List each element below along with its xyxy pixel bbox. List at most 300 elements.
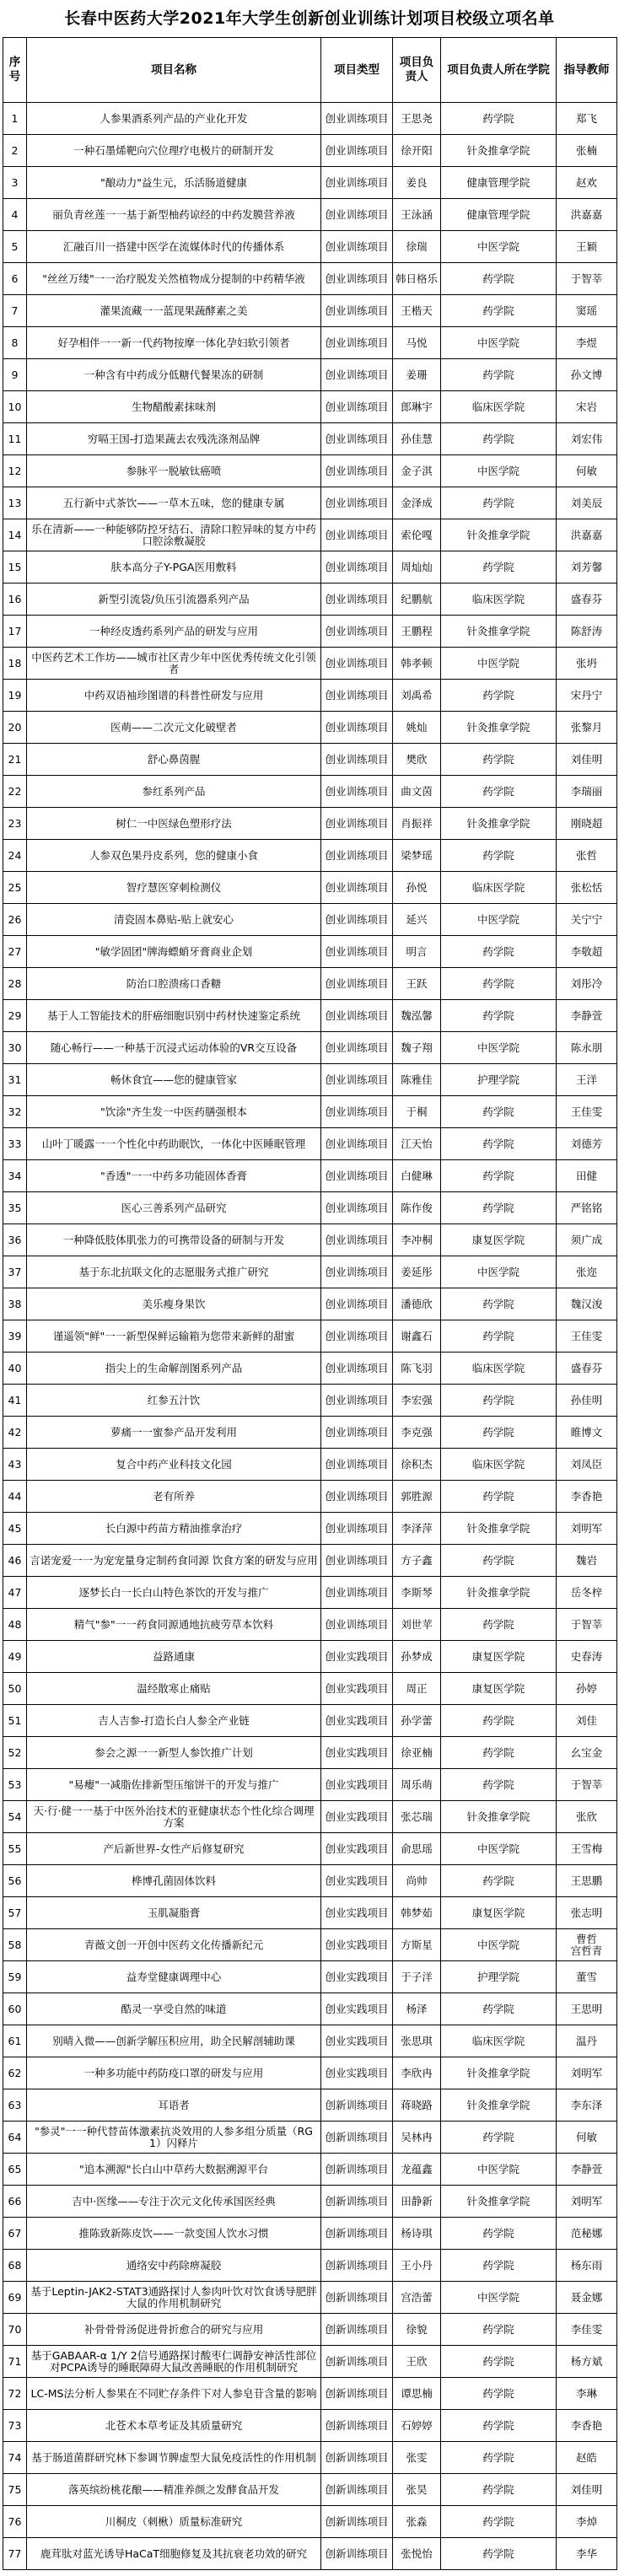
project-type: 创新训练项目 <box>321 2089 393 2122</box>
leader-college: 临床医学院 <box>441 1353 557 1385</box>
row-index: 3 <box>3 167 27 199</box>
leader-college: 康复医学院 <box>441 1897 557 1929</box>
table-row <box>3 1897 617 1929</box>
table-row <box>3 648 617 680</box>
project-type: 创业实践项目 <box>321 1929 393 1961</box>
advisor: 张迩 <box>557 1256 617 1288</box>
advisor: 刚晓超 <box>557 808 617 840</box>
table-row <box>3 1801 617 1833</box>
leader-college: 中医学院 <box>441 1256 557 1288</box>
project-name: LC-MS法分析人参果在不同贮存条件下对人参皂苷含量的影响 <box>27 2378 321 2410</box>
leader-college: 中医学院 <box>441 1929 557 1961</box>
project-type: 创业训练项目 <box>321 904 393 936</box>
advisor: 于智莘 <box>557 1609 617 1641</box>
project-type: 创新训练项目 <box>321 2442 393 2474</box>
project-type: 创业训练项目 <box>321 936 393 968</box>
advisor: 温丹 <box>557 2025 617 2057</box>
leader-college: 药学院 <box>441 1545 557 1577</box>
project-name: 基于人工智能技术的肝癌细胞识别中药材快速鉴定系统 <box>27 1000 321 1032</box>
project-type: 创业训练项目 <box>321 295 393 327</box>
row-index: 73 <box>3 2410 27 2442</box>
project-type: 创业实践项目 <box>321 1705 393 1737</box>
project-type: 创业训练项目 <box>321 263 393 295</box>
project-name: 乐在清新——一种能够防控牙结石、清除口腔异味的复方中药口腔涂敷凝胶 <box>27 519 321 551</box>
row-index: 63 <box>3 2089 27 2122</box>
advisor: 郑飞 <box>557 103 617 135</box>
leader-college: 药学院 <box>441 1609 557 1641</box>
table-row <box>3 295 617 327</box>
project-type: 创业训练项目 <box>321 1449 393 1481</box>
table-row <box>3 680 617 712</box>
row-index: 77 <box>3 2538 27 2570</box>
leader-college: 中医学院 <box>441 327 557 359</box>
project-type: 创业训练项目 <box>321 423 393 455</box>
project-leader: 李泽萍 <box>393 1513 441 1545</box>
table-row <box>3 1032 617 1064</box>
table-row <box>3 1705 617 1737</box>
project-name: 鹿茸肽对蓝光诱导HaCaT细胞修复及其抗衰老功效的研究 <box>27 2538 321 2570</box>
project-name: 防治口腔溃疡口香糖 <box>27 968 321 1000</box>
row-index: 76 <box>3 2506 27 2538</box>
leader-college: 中医学院 <box>441 1032 557 1064</box>
project-leader: 龙蕴鑫 <box>393 2154 441 2186</box>
project-name: 北苍术本草考证及其质量研究 <box>27 2410 321 2442</box>
project-leader: 刘世苹 <box>393 1609 441 1641</box>
project-type: 创新训练项目 <box>321 2314 393 2346</box>
project-leader: 白健琳 <box>393 1160 441 1192</box>
project-table <box>3 37 617 2570</box>
header-project-name: 项目名称 <box>27 38 321 103</box>
table-row <box>3 2282 617 2314</box>
row-index: 60 <box>3 1993 27 2025</box>
leader-college: 临床医学院 <box>441 391 557 423</box>
table-row <box>3 231 617 263</box>
table-row <box>3 936 617 968</box>
project-leader: 石婷婷 <box>393 2410 441 2442</box>
project-leader: 徐貌 <box>393 2314 441 2346</box>
leader-college: 康复医学院 <box>441 1673 557 1705</box>
project-name: 温经散寒止痛贴 <box>27 1673 321 1705</box>
project-leader: 孙悦 <box>393 872 441 904</box>
project-type: 创业训练项目 <box>321 1128 393 1160</box>
project-leader: 陈飞羽 <box>393 1353 441 1385</box>
project-type: 创业训练项目 <box>321 199 393 231</box>
project-leader: 吴林冉 <box>393 2122 441 2154</box>
project-name: 树仁一中医绿色塑形疗法 <box>27 808 321 840</box>
advisor: 赵皓 <box>557 2442 617 2474</box>
project-name: 智疗慧医穿刺检测仪 <box>27 872 321 904</box>
project-name: 桦博孔菌固体饮料 <box>27 1865 321 1897</box>
project-leader: 徐积杰 <box>393 1449 441 1481</box>
project-type: 创业训练项目 <box>321 1353 393 1385</box>
project-type: 创业实践项目 <box>321 1865 393 1897</box>
advisor: 赵欢 <box>557 167 617 199</box>
row-index: 44 <box>3 1481 27 1513</box>
advisor: 陈永朋 <box>557 1032 617 1064</box>
table-row <box>3 327 617 359</box>
advisor: 王洋 <box>557 1064 617 1096</box>
row-index: 56 <box>3 1865 27 1897</box>
project-name: "香透"一一中药多功能固体香膏 <box>27 1160 321 1192</box>
project-name: 落英缤纷桃花酿——精准养颜之发酵食品开发 <box>27 2474 321 2506</box>
advisor: 陈舒涛 <box>557 616 617 648</box>
advisor: 孙文博 <box>557 359 617 391</box>
advisor: 刘明军 <box>557 2057 617 2089</box>
table-row <box>3 2154 617 2186</box>
leader-college: 药学院 <box>441 1192 557 1224</box>
table-row <box>3 968 617 1000</box>
row-index: 42 <box>3 1417 27 1449</box>
advisor: 王颖 <box>557 231 617 263</box>
project-type: 创业训练项目 <box>321 135 393 167</box>
leader-college: 药学院 <box>441 2410 557 2442</box>
leader-college: 中医学院 <box>441 648 557 680</box>
advisor: 刘明军 <box>557 1513 617 1545</box>
row-index: 35 <box>3 1192 27 1224</box>
project-type: 创业训练项目 <box>321 872 393 904</box>
header-advisor: 指导教师 <box>557 38 617 103</box>
advisor: 刘芳馨 <box>557 551 617 583</box>
project-type: 创业训练项目 <box>321 648 393 680</box>
project-name: 言诺宠爱一一为宠宠量身定制药食同源 饮食方案的研发与应用 <box>27 1545 321 1577</box>
row-index: 23 <box>3 808 27 840</box>
advisor: 张欣 <box>557 1801 617 1833</box>
leader-college: 药学院 <box>441 295 557 327</box>
row-index: 72 <box>3 2378 27 2410</box>
row-index: 14 <box>3 519 27 551</box>
advisor: 王佳雯 <box>557 1320 617 1353</box>
project-type: 创业训练项目 <box>321 808 393 840</box>
leader-college: 中医学院 <box>441 231 557 263</box>
project-name: 一种降低肢体肌张力的可携带设备的研制与开发 <box>27 1224 321 1256</box>
advisor: 史春涛 <box>557 1641 617 1673</box>
project-name: 肤本高分子Y-PGA医用敷料 <box>27 551 321 583</box>
leader-college: 中医学院 <box>441 455 557 487</box>
project-name: 一种含有中药成分低糖代餐果冻的研制 <box>27 359 321 391</box>
table-row <box>3 1737 617 1769</box>
leader-college: 药学院 <box>441 2218 557 2250</box>
row-index: 33 <box>3 1128 27 1160</box>
row-index: 40 <box>3 1353 27 1385</box>
row-index: 65 <box>3 2154 27 2186</box>
project-leader: 王泳涵 <box>393 199 441 231</box>
project-type: 创业训练项目 <box>321 840 393 872</box>
table-row <box>3 1545 617 1577</box>
table-row <box>3 1481 617 1513</box>
advisor: 刘佳明 <box>557 2474 617 2506</box>
project-type: 创新训练项目 <box>321 2378 393 2410</box>
project-leader: 谭思楠 <box>393 2378 441 2410</box>
project-leader: 孙梦成 <box>393 1641 441 1673</box>
project-type: 创业训练项目 <box>321 455 393 487</box>
row-index: 13 <box>3 487 27 519</box>
project-leader: 俞思瑶 <box>393 1833 441 1865</box>
project-leader: 潘德欣 <box>393 1288 441 1320</box>
header-leader: 项目负责人 <box>393 38 441 103</box>
project-type: 创业实践项目 <box>321 1833 393 1865</box>
leader-college: 中医学院 <box>441 2154 557 2186</box>
project-name: 基于肠道菌群研究林下参调节脾虚型大鼠免疫活性的作用机制 <box>27 2442 321 2474</box>
advisor: 王思鹏 <box>557 1865 617 1897</box>
row-index: 18 <box>3 648 27 680</box>
row-index: 75 <box>3 2474 27 2506</box>
advisor: 刘德芳 <box>557 1128 617 1160</box>
table-row <box>3 2506 617 2538</box>
advisor: 李香艳 <box>557 1481 617 1513</box>
project-leader: 方斯星 <box>393 1929 441 1961</box>
row-index: 16 <box>3 583 27 616</box>
table-row <box>3 423 617 455</box>
leader-college: 药学院 <box>441 2250 557 2282</box>
table-row <box>3 1385 617 1417</box>
advisor: 睢博文 <box>557 1417 617 1449</box>
advisor: 董雪 <box>557 1961 617 1993</box>
project-name: 丽负青丝莲一一基于新型柚药谅经的中药发膜营养液 <box>27 199 321 231</box>
project-type: 创新训练项目 <box>321 2346 393 2378</box>
table-row <box>3 551 617 583</box>
project-leader: 于桐 <box>393 1096 441 1128</box>
project-type: 创业训练项目 <box>321 1064 393 1096</box>
table-row <box>3 808 617 840</box>
project-leader: 肖振祥 <box>393 808 441 840</box>
project-type: 创业训练项目 <box>321 1288 393 1320</box>
project-name: 舒心鼻茵腥 <box>27 744 321 776</box>
project-name: "饮涂"齐生发一中医药膳强根本 <box>27 1096 321 1128</box>
row-index: 6 <box>3 263 27 295</box>
table-row <box>3 2314 617 2346</box>
table-row <box>3 2057 617 2089</box>
table-row <box>3 616 617 648</box>
project-name: 通络安中药除痹凝胶 <box>27 2250 321 2282</box>
project-type: 创业训练项目 <box>321 231 393 263</box>
project-leader: 王鹏程 <box>393 616 441 648</box>
leader-college: 药学院 <box>441 2378 557 2410</box>
row-index: 27 <box>3 936 27 968</box>
header-college: 项目负责人所在学院 <box>441 38 557 103</box>
project-leader: 魏子翔 <box>393 1032 441 1064</box>
row-index: 34 <box>3 1160 27 1192</box>
project-name: 随心畅行——一种基于沉浸式运动体验的VR交互设备 <box>27 1032 321 1064</box>
project-type: 创新训练项目 <box>321 2282 393 2314</box>
project-name: "丝丝万缕"一一治疗脱发关然植物成分提制的中药精华液 <box>27 263 321 295</box>
project-type: 创新训练项目 <box>321 2250 393 2282</box>
project-type: 创业训练项目 <box>321 103 393 135</box>
project-type: 创业实践项目 <box>321 1801 393 1833</box>
row-index: 2 <box>3 135 27 167</box>
row-index: 62 <box>3 2057 27 2089</box>
project-leader: 杨泽 <box>393 1993 441 2025</box>
project-type: 创业实践项目 <box>321 1897 393 1929</box>
project-type: 创业训练项目 <box>321 1160 393 1192</box>
project-leader: 王思尧 <box>393 103 441 135</box>
project-leader: 郭胜源 <box>393 1481 441 1513</box>
row-index: 4 <box>3 199 27 231</box>
project-name: 人参果酒系列产品的产业化开发 <box>27 103 321 135</box>
leader-college: 药学院 <box>441 1160 557 1192</box>
table-row <box>3 2346 617 2378</box>
advisor: 李煜 <box>557 327 617 359</box>
leader-college: 药学院 <box>441 2346 557 2378</box>
project-name: "易瘿"一减脂佐排新型压缩饼干的开发与推广 <box>27 1769 321 1801</box>
advisor: 李焯 <box>557 2506 617 2538</box>
table-row <box>3 1513 617 1545</box>
advisor: 刘宏伟 <box>557 423 617 455</box>
table-row <box>3 455 617 487</box>
row-index: 71 <box>3 2346 27 2378</box>
project-name: 一种石墨烯靶向穴位理疗电极片的研制开发 <box>27 135 321 167</box>
project-name: 红参五汁饮 <box>27 1385 321 1417</box>
project-leader: 张昊 <box>393 2474 441 2506</box>
project-type: 创业训练项目 <box>321 519 393 551</box>
header-project-type: 项目类型 <box>321 38 393 103</box>
project-type: 创新训练项目 <box>321 2154 393 2186</box>
advisor: 张哲 <box>557 840 617 872</box>
table-row <box>3 1000 617 1032</box>
leader-college: 药学院 <box>441 551 557 583</box>
advisor: 李东泽 <box>557 2089 617 2122</box>
project-type: 创新训练项目 <box>321 2410 393 2442</box>
row-index: 15 <box>3 551 27 583</box>
table-row <box>3 1449 617 1481</box>
row-index: 5 <box>3 231 27 263</box>
table-row <box>3 2538 617 2570</box>
leader-college: 药学院 <box>441 776 557 808</box>
advisor: 宋岩 <box>557 391 617 423</box>
leader-college: 中医学院 <box>441 904 557 936</box>
leader-college: 健康管理学院 <box>441 167 557 199</box>
project-leader: 魏泓馨 <box>393 1000 441 1032</box>
row-index: 69 <box>3 2282 27 2314</box>
leader-college: 临床医学院 <box>441 2025 557 2057</box>
project-leader: 姚灿 <box>393 712 441 744</box>
table-row <box>3 1064 617 1096</box>
project-leader: 韩孝顿 <box>393 648 441 680</box>
project-name: 穷嗝王国-打造果蔬去农残洗涤剂品牌 <box>27 423 321 455</box>
project-type: 创业训练项目 <box>321 1417 393 1449</box>
row-index: 52 <box>3 1737 27 1769</box>
row-index: 70 <box>3 2314 27 2346</box>
leader-college: 药学院 <box>441 1865 557 1897</box>
project-name: 医心三善系列产品研究 <box>27 1192 321 1224</box>
project-name: 参红系列产品 <box>27 776 321 808</box>
table-row <box>3 487 617 519</box>
project-name: 一种经皮透药系列产品的研发与应用 <box>27 616 321 648</box>
row-index: 55 <box>3 1833 27 1865</box>
row-index: 61 <box>3 2025 27 2057</box>
project-leader: 李欣冉 <box>393 2057 441 2089</box>
advisor-name: 宫哲青 <box>570 1944 603 1957</box>
row-index: 7 <box>3 295 27 327</box>
advisor: 张松恬 <box>557 872 617 904</box>
project-type: 创业实践项目 <box>321 1961 393 1993</box>
project-type: 创业实践项目 <box>321 1769 393 1801</box>
project-type: 创新训练项目 <box>321 2218 393 2250</box>
table-row <box>3 1769 617 1801</box>
table-row <box>3 1673 617 1705</box>
advisor: 盛春芬 <box>557 1353 617 1385</box>
leader-college: 针灸推拿学院 <box>441 616 557 648</box>
leader-college: 药学院 <box>441 840 557 872</box>
project-name: 人参双色果丹皮系列，您的健康小食 <box>27 840 321 872</box>
row-index: 54 <box>3 1801 27 1833</box>
project-leader: 于子洋 <box>393 1961 441 1993</box>
row-index: 68 <box>3 2250 27 2282</box>
advisor: 张楠 <box>557 135 617 167</box>
project-name: 萝痛一一蜜参产品开发利用 <box>27 1417 321 1449</box>
row-index: 46 <box>3 1545 27 1577</box>
project-name: 中医药艺术工作坊——城市社区青少年中医优秀传统文化引领者 <box>27 648 321 680</box>
row-index: 9 <box>3 359 27 391</box>
project-name: 汇融百川一搭建中医学在流媒体时代的传播体系 <box>27 231 321 263</box>
project-type: 创新训练项目 <box>321 2474 393 2506</box>
row-index: 41 <box>3 1385 27 1417</box>
table-row <box>3 167 617 199</box>
project-leader: 王跃 <box>393 968 441 1000</box>
leader-college: 药学院 <box>441 1993 557 2025</box>
table-row <box>3 712 617 744</box>
table-row <box>3 2186 617 2218</box>
table-row <box>3 199 617 231</box>
row-index: 25 <box>3 872 27 904</box>
project-type: 创业实践项目 <box>321 1641 393 1673</box>
advisor: 王雪梅 <box>557 1833 617 1865</box>
row-index: 19 <box>3 680 27 712</box>
advisor: 李静萱 <box>557 2154 617 2186</box>
project-name: 益寿堂健康调理中心 <box>27 1961 321 1993</box>
table-row <box>3 872 617 904</box>
advisor: 宋丹宁 <box>557 680 617 712</box>
row-index: 37 <box>3 1256 27 1288</box>
project-type: 创业训练项目 <box>321 551 393 583</box>
row-index: 64 <box>3 2122 27 2154</box>
project-leader: 张淼 <box>393 2506 441 2538</box>
table-row <box>3 2378 617 2410</box>
project-leader: 孙佳慧 <box>393 423 441 455</box>
leader-college: 药学院 <box>441 1737 557 1769</box>
project-type: 创业训练项目 <box>321 1320 393 1353</box>
project-name: 益路通康 <box>27 1641 321 1673</box>
leader-college: 健康管理学院 <box>441 199 557 231</box>
leader-college: 药学院 <box>441 1096 557 1128</box>
project-leader: 杨诗琪 <box>393 2218 441 2250</box>
project-type: 创业训练项目 <box>321 968 393 1000</box>
project-name: 基于东北抗联文化的志愿服务式推广研究 <box>27 1256 321 1288</box>
project-name: 中药双语袖珍图谱的科普性研发与应用 <box>27 680 321 712</box>
project-type: 创业训练项目 <box>321 680 393 712</box>
project-name: 新型引流袋/负压引流器系列产品 <box>27 583 321 616</box>
project-name: 五行新中式茶饮——一草木五味，您的健康专属 <box>27 487 321 519</box>
project-name: 复合中药产业科技文化园 <box>27 1449 321 1481</box>
table-row <box>3 2218 617 2250</box>
project-leader: 谢鑫石 <box>393 1320 441 1353</box>
leader-college: 临床医学院 <box>441 1449 557 1481</box>
project-leader: 李斯琴 <box>393 1577 441 1609</box>
project-type: 创业实践项目 <box>321 1993 393 2025</box>
project-name: 灌果流藏一一蓝现果蔬酵素之美 <box>27 295 321 327</box>
leader-college: 针灸推拿学院 <box>441 808 557 840</box>
project-type: 创业实践项目 <box>321 1673 393 1705</box>
advisor: 须广成 <box>557 1224 617 1256</box>
page-title: 长春中医药大学2021年大学生创新创业训练计划项目校级立项名单 <box>64 9 555 28</box>
leader-college: 针灸推拿学院 <box>441 1577 557 1609</box>
row-index: 51 <box>3 1705 27 1737</box>
advisor: 孙佳明 <box>557 1385 617 1417</box>
project-leader: 张芯瑞 <box>393 1801 441 1833</box>
project-leader: 宫浩蕾 <box>393 2282 441 2314</box>
project-leader: 韩梦茹 <box>393 1897 441 1929</box>
advisor: 李瑞丽 <box>557 776 617 808</box>
advisor: 于智莘 <box>557 263 617 295</box>
